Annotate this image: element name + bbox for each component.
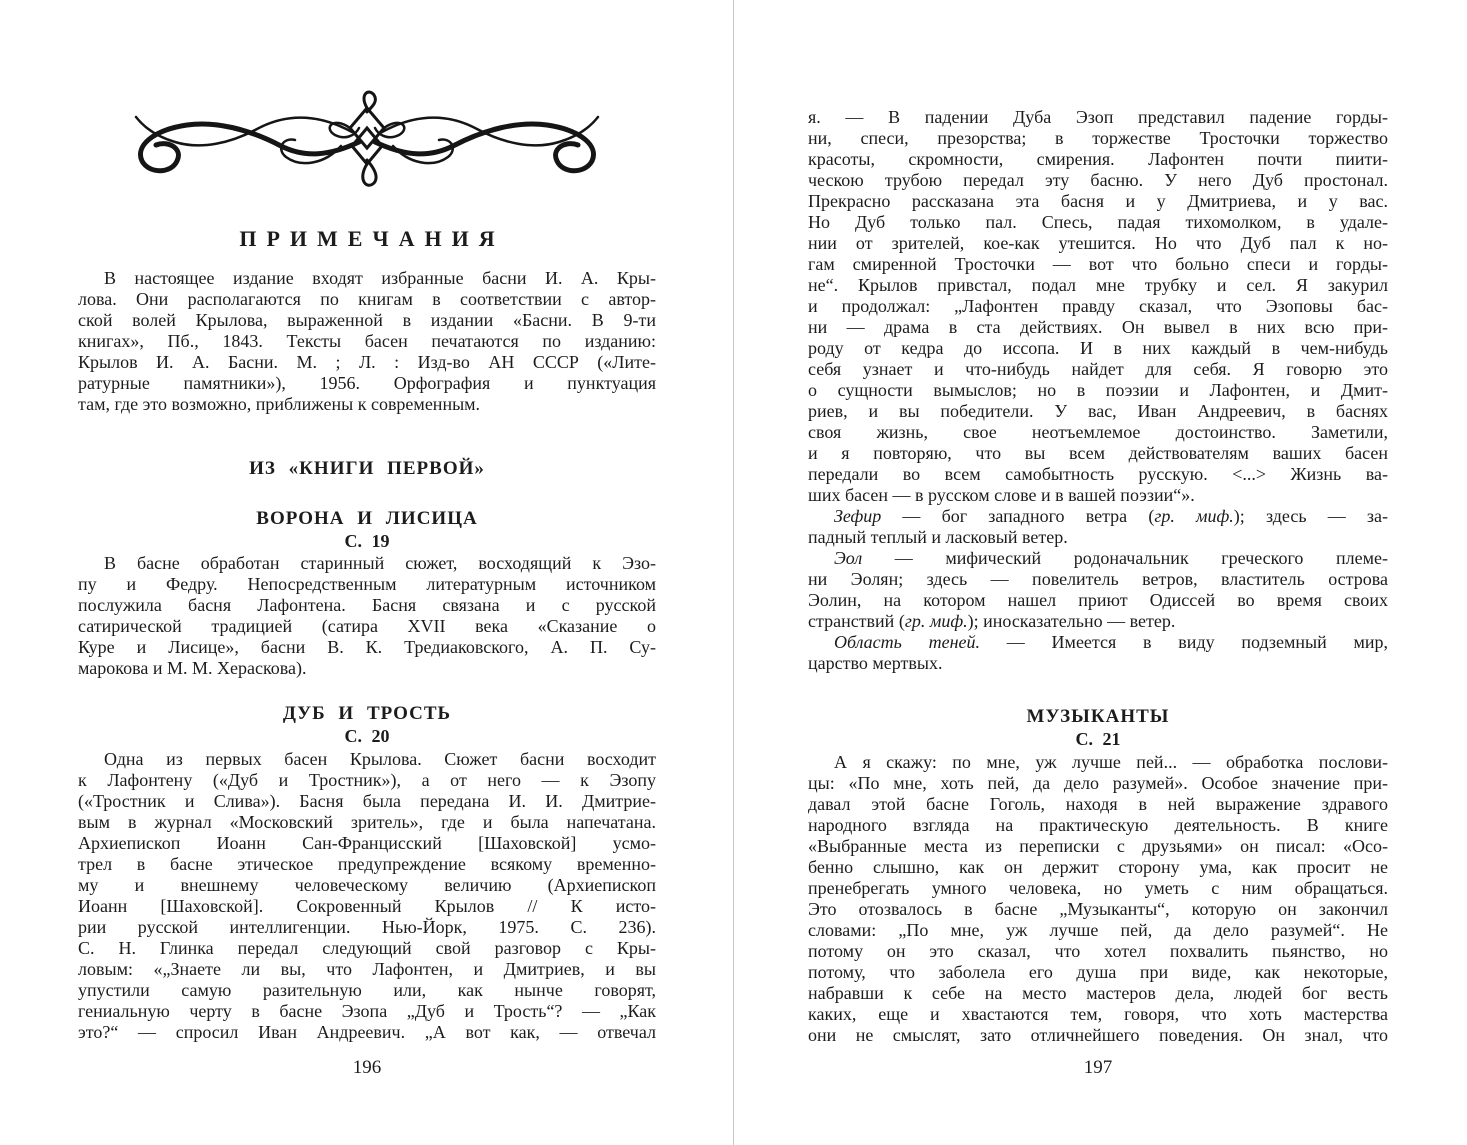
text-line: роду от кедра до иссопа. И в них каждый в чем-нибудь <box>808 338 1388 358</box>
text-line: потому, что заболела его душа при виде, как некоторые, <box>808 962 1388 982</box>
text-line: бенно слышно, как он держит сторону ума, как просит не <box>808 857 1388 877</box>
text-line: В настоящее издание входят избранные басни И. А. Кры- <box>104 268 656 288</box>
text-line: ловым: «„Знаете ли вы, что Лафонтен, и Дмитриев, и вы <box>78 959 656 979</box>
text-line: Архиепископ Иоанн Сан-Францисский [Шаховской] усмо- <box>78 833 656 853</box>
text-line: В басне обработан старинный сюжет, восходящий к Эзо- <box>104 553 656 573</box>
entry-pageref-muzykanty: С. 21 <box>1075 729 1121 749</box>
page-divider <box>733 0 734 1145</box>
text-line: («Тростник и Слива»). Басня была передана И. И. Дмитрие- <box>78 791 656 811</box>
text-line: цы: «По мне, хоть пей, да дело разумей». Особое значение при- <box>808 773 1388 793</box>
text-line: книгах», Пб., 1843. Тексты басен печатаются по изданию: <box>78 331 656 351</box>
text-line: странствий (гр. миф.); иносказательно — ветер. <box>808 611 1176 631</box>
text-line: словами: „По мне, уж лучше пей, да дело разумей“. Не <box>808 920 1388 940</box>
text-line: не“. Крылов привстал, подал мне трубку и сел. Я закурил <box>808 275 1388 295</box>
text-line: пу и Федру. Непосредственным литературным источником <box>78 574 656 594</box>
text-line: ни — драма в ста действиях. Он вывел в них всю при- <box>808 317 1388 337</box>
entry-paragraph-muzykanty <box>808 752 1388 1046</box>
intro-paragraph <box>78 268 656 415</box>
text-line: Область теней. — Имеется в виду подземный мир, <box>834 632 1388 652</box>
text-line: это?“ — спросил Иван Андреевич. „А вот как, — отвечал <box>78 1022 656 1042</box>
text-line: они не смыслят, зато отличнейшего поведения. Он знал, что <box>808 1025 1388 1045</box>
notes-heading: ПРИМЕЧАНИЯ <box>239 226 505 251</box>
gloss-zefir <box>808 506 1388 548</box>
page-number-left: 196 <box>352 1057 382 1078</box>
text-line: Крылов И. А. Басни. М. ; Л. : Изд-во АН СССР («Лите- <box>78 352 656 372</box>
text-line: и я повторяю, что вы всем действователям ваших басен <box>808 443 1388 463</box>
text-line: красоты, скромности, смирения. Лафонтен почти пиити- <box>808 149 1388 169</box>
right-page <box>808 0 1388 1145</box>
entry-pageref-dub: С. 20 <box>344 726 390 746</box>
text-line: к Лафонтену («Дуб и Тростник»), а от него — к Эзопу <box>78 770 656 790</box>
text-line: Эол — мифический родоначальник греческого племе- <box>834 548 1388 568</box>
text-line: лова. Они располагаются по книгам в соответствии с автор- <box>78 289 656 309</box>
text-line: народного взгляда на практическую деятельность. В книге <box>808 815 1388 835</box>
text-line: ческою трубою передал эту басню. У него Дуб простонал. <box>808 170 1388 190</box>
text-line: о сущности вымыслов; но в поэзии и Лафонтен, и Дмит- <box>808 380 1388 400</box>
entry-title-vorona-i-lisitsa: ВОРОНА И ЛИСИЦА <box>256 508 478 529</box>
text-line: ни Эолян; здесь — повелитель ветров, властитель острова <box>808 569 1388 589</box>
text-line: му и внешнему человеческому величию (Архиепископ <box>78 875 656 895</box>
text-line: там, где это возможно, приближены к современным. <box>78 394 481 414</box>
text-line: А я скажу: по мне, уж лучше пей... — обработка послови- <box>834 752 1388 772</box>
text-line: Эолин, на котором нашел приют Одиссей во время своих <box>808 590 1388 610</box>
text-line: рии русской интеллигенции. Нью-Йорк, 1975. С. 236). <box>78 917 656 937</box>
text-line: послужила басня Лафонтена. Басня связана и с русской <box>78 595 656 615</box>
gloss-eol <box>808 548 1388 632</box>
text-line: своя жизнь, свое неотъемлемое достоинство. Заметили, <box>808 422 1388 442</box>
entry-pageref-vorona: С. 19 <box>344 531 390 551</box>
text-line: трел в басне этическое предупреждение всякому временно- <box>78 854 656 874</box>
text-line: Это отозвалось в басне „Музыканты“, которую он закончил <box>808 899 1388 919</box>
text-line: сатирической традицией (сатира XVII века «Сказание о <box>78 616 656 636</box>
text-line: гам смиренной Тросточки — вот что больно спеси и горды- <box>808 254 1388 274</box>
text-line: давал этой басне Гоголь, находя в ней выражение здравого <box>808 794 1388 814</box>
text-line: вым в журнал «Московский зритель», где и была напечатана. <box>78 812 656 832</box>
text-line: ской волей Крылова, выраженной в издании «Басни. В 9-ти <box>78 310 656 330</box>
text-line: пренебрегать умного человека, но уметь с ним обращаться. <box>808 878 1388 898</box>
text-line: Прекрасно рассказана эта басня и у Дмитриева, и у вас. <box>808 191 1388 211</box>
text-line: себя узнает и что-нибудь найдет для себя. Я говорю это <box>808 359 1388 379</box>
entry-paragraph-dub <box>78 749 656 1043</box>
text-line: «Выбранные места из переписки с друзьями» он писал: «Осо- <box>808 836 1388 856</box>
text-line: Одна из первых басен Крылова. Сюжет басни восходит <box>104 749 656 769</box>
text-line: каких, еще и хвастаются тем, говоря, что хоть мастерства <box>808 1004 1388 1024</box>
text-line: ших басен — в русском слове и в вашей поэзии“». <box>808 485 1195 505</box>
text-line: потому он это сказал, что хотел похвалить пьянство, но <box>808 941 1388 961</box>
text-line: падный теплый и ласковый ветер. <box>808 527 1068 547</box>
text-line: передали во всем самобытность русскую. <...> Жизнь ва- <box>808 464 1388 484</box>
entry-paragraph-vorona <box>78 553 656 679</box>
section-heading-book-one: ИЗ «КНИГИ ПЕРВОЙ» <box>249 458 485 479</box>
text-line: Зефир — бог западного ветра (гр. миф.); здесь — за- <box>834 506 1388 526</box>
text-line: гениальную черту в басне Эзопа „Дуб и Трость“? — „Как <box>78 1001 656 1021</box>
text-line: ни, спеси, презорства; в торжестве Тросточки торжество <box>808 128 1388 148</box>
continuation-paragraph <box>808 107 1388 506</box>
text-line: Иоанн [Шаховской]. Сокровенный Крылов // К исто- <box>78 896 656 916</box>
entry-title-muzykanty: МУЗЫКАНТЫ <box>1026 706 1170 727</box>
entry-title-dub-i-trost: ДУБ И ТРОСТЬ <box>282 703 452 724</box>
page-number-right: 197 <box>1083 1057 1113 1078</box>
text-line: Куре и Лисице», басни В. К. Тредиаковского, А. П. Су- <box>78 637 656 657</box>
text-line: риев, и вы победители. У вас, Иван Андреевич, в баснях <box>808 401 1388 421</box>
text-line: упустили самую разительную или, как нынче говорят, <box>78 980 656 1000</box>
text-line: С. Н. Глинка передал следующий свой разговор с Кры- <box>78 938 656 958</box>
text-line: марокова и М. М. Хераскова). <box>78 658 307 678</box>
text-line: Но Дуб только пал. Спесь, падая тихомолком, в удале- <box>808 212 1388 232</box>
text-line: ратурные памятники»), 1956. Орфография и пунктуация <box>78 373 656 393</box>
gloss-oblast-teney <box>808 632 1388 674</box>
flourish-ornament-icon <box>78 88 656 192</box>
left-page <box>78 0 656 1145</box>
text-line: набравши к себе на место мастеров дела, людей бог весть <box>808 983 1388 1003</box>
text-line: нии от зрителей, кое-как утешится. Но что Дуб пал к но- <box>808 233 1388 253</box>
text-line: и продолжал: „Лафонтен правду сказал, что Эзоповы бас- <box>808 296 1388 316</box>
text-line: царство мертвых. <box>808 653 943 673</box>
text-line: я. — В падении Дуба Эзоп представил падение горды- <box>808 107 1388 127</box>
